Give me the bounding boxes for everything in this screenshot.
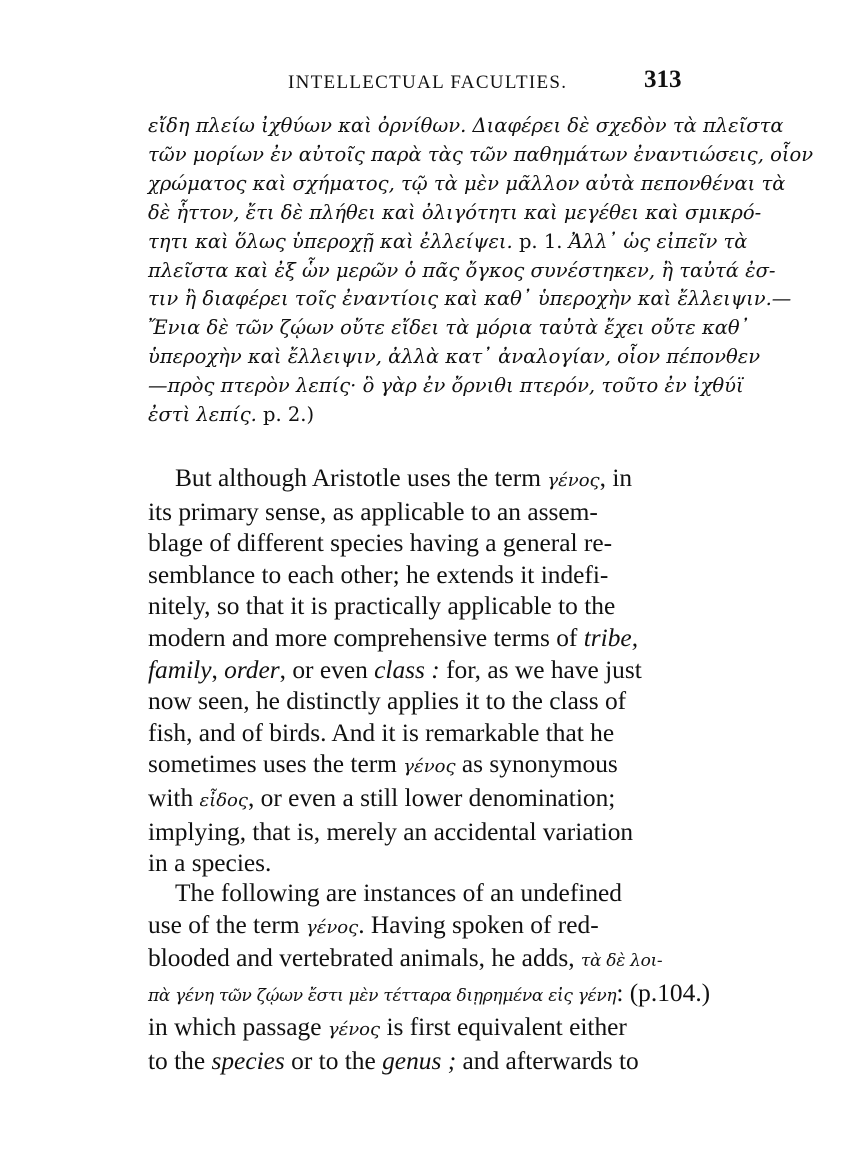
page-reference: p. 1. bbox=[512, 229, 569, 253]
quote-line: πλεῖστα καὶ ἐξ ὧν μερῶν ὁ πᾶς ὄγκος συνέστηκεν, ἢ ταὐτά ἐσ- bbox=[148, 258, 776, 282]
quote-line: —πρὸς πτερὸν λεπίς· ὃ γὰρ ἐν ὄρνιθι πτερόν, τοῦτο ἐν ἰχθύϊ bbox=[148, 374, 744, 398]
text-line: in a species. bbox=[148, 849, 272, 878]
text-run: blooded and vertebrated animals, he adds, bbox=[148, 944, 581, 973]
text-line: semblance to each other; he extends it indefi- bbox=[148, 560, 609, 589]
text-line bbox=[148, 749, 708, 783]
text-run: or to the bbox=[284, 1046, 383, 1075]
text-line bbox=[148, 943, 708, 978]
page-number: 313 bbox=[644, 66, 682, 93]
quote-text: Ἀλλ᾽ ὡς εἰπεῖν τὰ bbox=[568, 229, 748, 253]
text-line: its primary sense, as applicable to an assem- bbox=[148, 497, 598, 526]
paragraph-2 bbox=[148, 878, 711, 1078]
text-run: is first equivalent either bbox=[380, 1013, 627, 1042]
text-line: nitely, so that it is practically applicable to the bbox=[148, 592, 616, 621]
greek-term: γένος bbox=[403, 756, 456, 778]
italic-term: genus ; bbox=[382, 1046, 457, 1075]
quote-line: τιν ἢ διαφέρει τοῖς ἐναντίοις καὶ καθ᾽ ὑπεροχὴν καὶ ἔλλειψιν.— bbox=[148, 287, 792, 311]
text-run: : (p.104.) bbox=[616, 978, 711, 1007]
italic-term: family bbox=[148, 655, 212, 684]
quote-text: ἐστὶ λεπίς. bbox=[148, 403, 257, 427]
greek-term: τὰ δὲ λοι- bbox=[580, 951, 663, 972]
quote-line bbox=[148, 401, 708, 430]
greek-term: γένος bbox=[305, 916, 359, 938]
text-line bbox=[148, 783, 708, 817]
quote-line: δὲ ἧττον, ἔτι δὲ πλήθει καὶ ὀλιγότητι καὶ μεγέθει καὶ σμικρό- bbox=[148, 200, 762, 224]
italic-term: tribe, bbox=[583, 623, 639, 652]
text-line: fish, and of birds. And it is remarkable that he bbox=[148, 718, 615, 747]
text-line: now seen, he distinctly applies it to the class of bbox=[148, 687, 627, 716]
text-run: and afterwards to bbox=[456, 1046, 639, 1075]
text-line: implying, that is, merely an accidental variation bbox=[148, 817, 634, 846]
text-run: in which passage bbox=[148, 1013, 328, 1042]
quote-line: Ἔνια δὲ τῶν ζῴων οὔτε εἴδει τὰ μόρια ταὐτὰ ἔχει οὔτε καθ᾽ bbox=[148, 316, 750, 340]
text-line bbox=[148, 623, 708, 655]
quote-line bbox=[148, 228, 748, 257]
text-run: modern and more comprehensive terms of bbox=[148, 623, 584, 652]
text-run: use of the term bbox=[148, 910, 306, 939]
text-line bbox=[148, 1046, 708, 1078]
text-line: blage of different species having a general re- bbox=[148, 529, 613, 558]
text-run: for, as we have just bbox=[439, 655, 642, 684]
italic-term: class : bbox=[374, 655, 440, 684]
text-run: , or even bbox=[279, 655, 375, 684]
greek-term: γένος bbox=[327, 1019, 381, 1041]
text-line: The following are instances of an undefined bbox=[175, 879, 623, 907]
text-run: , or even a still lower denomination; bbox=[247, 783, 616, 812]
text-line bbox=[148, 1012, 708, 1046]
quote-line: χρώματος καὶ σχήματος, τῷ τὰ μὲν μᾶλλον αὐτὰ πεπονθέναι τὰ bbox=[148, 171, 786, 195]
greek-term: πὰ γένη τῶν ζῴων ἔστι μὲν τέτταρα διῃρημένα εἰς γένη bbox=[148, 985, 617, 1006]
running-head: INTELLECTUAL FACULTIES. bbox=[288, 72, 568, 93]
text-run: , in bbox=[599, 464, 633, 492]
quote-line: εἴδη πλείω ἰχθύων καὶ ὀρνίθων. Διαφέρει δὲ σχεδὸν τὰ πλεῖστα bbox=[148, 114, 784, 137]
paragraph-1 bbox=[148, 463, 708, 880]
text-run: . Having spoken of red- bbox=[358, 910, 599, 939]
greek-term: εἶδος bbox=[199, 789, 248, 811]
text-line bbox=[148, 655, 708, 687]
italic-term: order bbox=[224, 655, 280, 684]
text-run: , bbox=[211, 655, 225, 684]
text-run: But although Aristotle uses the term bbox=[175, 464, 548, 492]
greek-quotation bbox=[148, 112, 814, 430]
quote-line: ὑπεροχὴν καὶ ἔλλειψιν, ἀλλὰ κατ᾽ ἀναλογίαν, οἷον πέπονθεν bbox=[148, 345, 761, 369]
text-run: to the bbox=[148, 1046, 212, 1075]
page-reference: p. 2.) bbox=[256, 403, 315, 427]
text-line bbox=[148, 463, 708, 497]
greek-term: γένος bbox=[547, 470, 600, 491]
quote-text: τητι καὶ ὅλως ὑπεροχῇ καὶ ἐλλείψει. bbox=[148, 229, 513, 253]
quote-line: τῶν μορίων ἐν αὐτοῖς παρὰ τὰς τῶν παθημάτων ἐναντιώσεις, οἷον bbox=[148, 142, 814, 166]
text-line bbox=[148, 978, 711, 1013]
text-line bbox=[148, 910, 708, 944]
text-run: sometimes uses the term bbox=[148, 750, 404, 779]
text-run: with bbox=[148, 783, 200, 812]
text-run: as synonymous bbox=[455, 750, 618, 779]
italic-term: species bbox=[211, 1046, 285, 1075]
